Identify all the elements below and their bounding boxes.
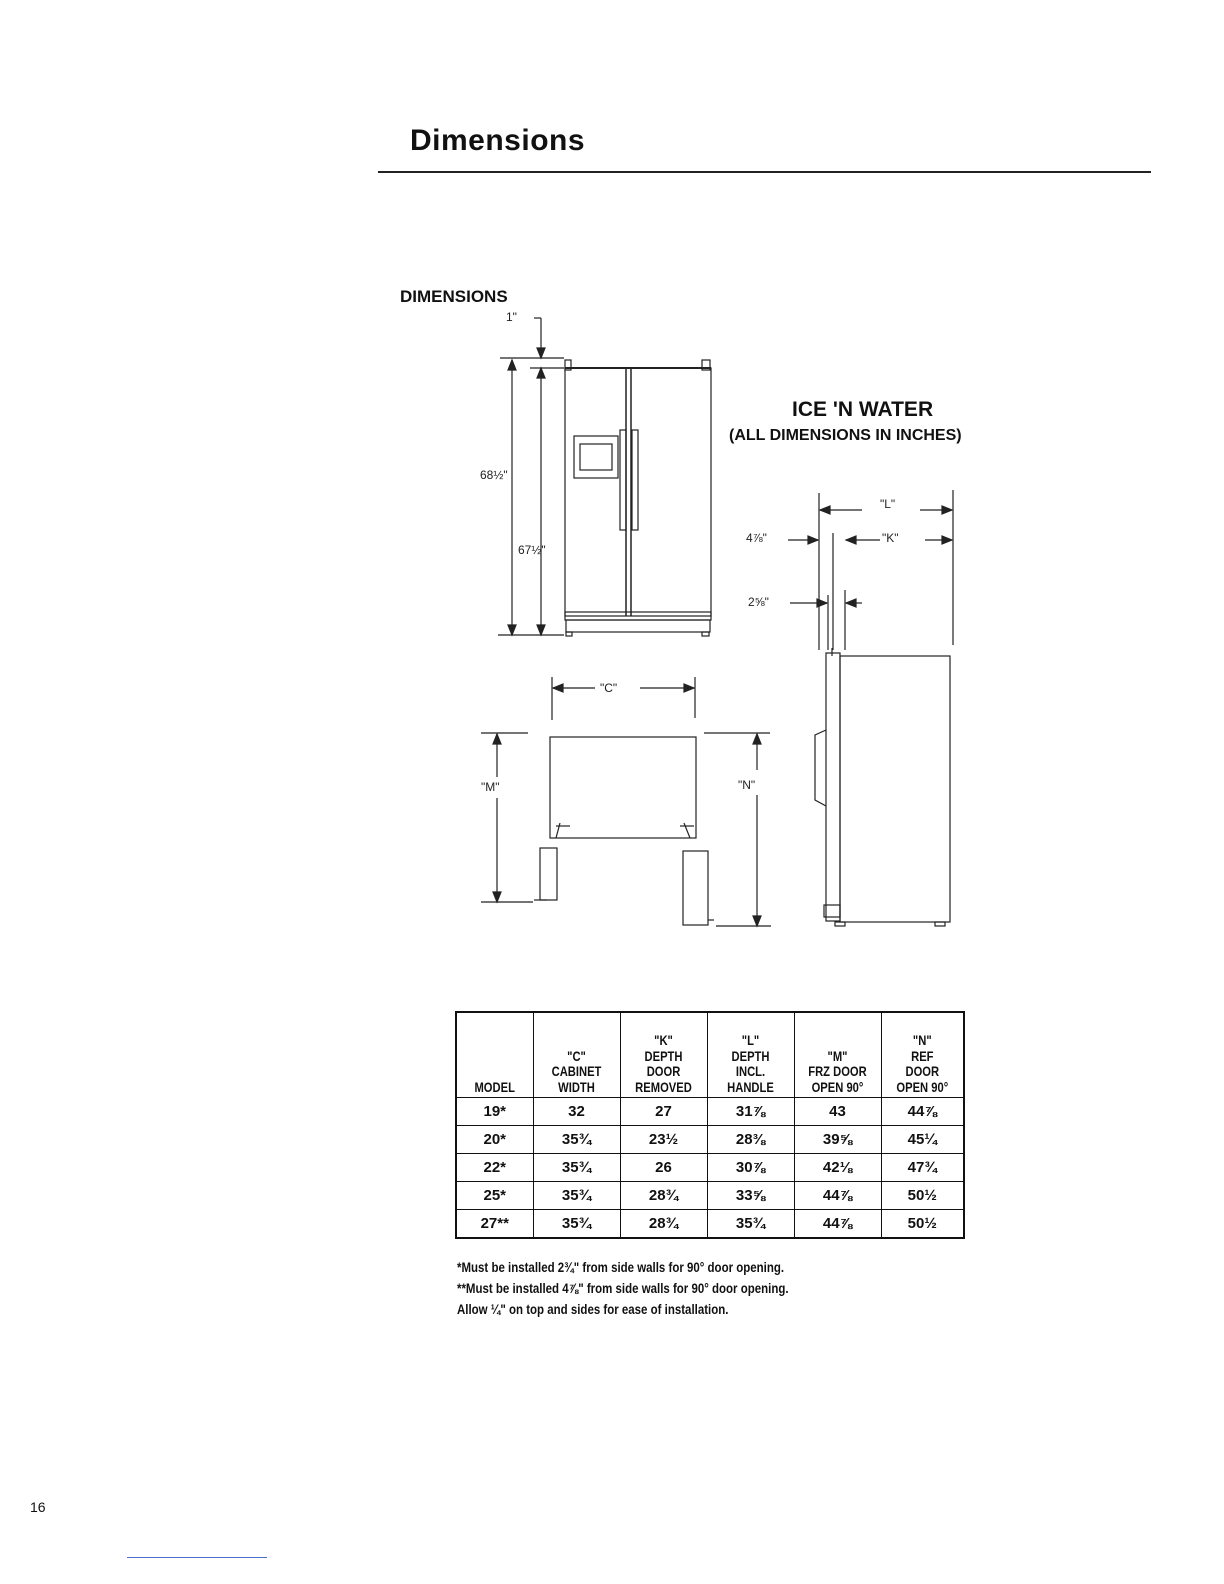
table-header-cell [803,1012,873,1098]
value-cell: 33⅝ [707,1182,794,1210]
label-c: "C" [600,681,618,695]
value-cell: 28⅜ [707,1126,794,1154]
label-n: "N" [738,778,756,792]
value-cell: 39⅝ [794,1126,881,1154]
footnote-3: Allow ¼" on top and sides for ease of installation. [457,1301,729,1317]
model-cell: 20* [456,1126,533,1154]
dimensions-table [455,1011,965,1239]
fridge-side-view [840,656,950,922]
header-line: CABINET [551,1063,602,1079]
table-row [456,1126,964,1154]
header-line: "M" [827,1047,848,1064]
value-cell: 35¾ [533,1182,620,1210]
header-line: REMOVED [635,1078,692,1095]
table-header-cell [629,1012,699,1098]
label-height-total: 68½" [480,468,508,482]
value-cell: 35¾ [707,1210,794,1239]
label-m: "M" [481,780,500,794]
header-line: DOOR [646,1063,681,1079]
table-header-cell [889,1012,955,1098]
value-cell: 32 [533,1098,620,1126]
value-cell: 44⅞ [794,1210,881,1239]
value-cell: 42⅛ [794,1154,881,1182]
value-cell: 26 [620,1154,707,1182]
footnote-2: **Must be installed 4⅞" from side walls for 90° door opening. [457,1280,789,1296]
header-line: OPEN 90° [811,1078,864,1095]
label-handle-depth: 4⅞" [746,531,767,545]
header-line: OPEN 90° [896,1078,949,1095]
model-cell: 25* [456,1182,533,1210]
value-cell: 35¾ [533,1210,620,1239]
value-cell: 30⅞ [707,1154,794,1182]
header-line: DEPTH [731,1047,770,1064]
value-cell: 23½ [620,1126,707,1154]
value-cell: 27 [620,1098,707,1126]
value-cell: 28¾ [620,1210,707,1239]
header-line: "C" [567,1047,586,1064]
model-title: ICE 'N WATER [792,398,934,421]
header-line: "K" [654,1032,673,1048]
value-cell: 35¾ [533,1126,620,1154]
header-line: DEPTH [644,1047,683,1064]
value-cell: 31⅞ [707,1098,794,1126]
label-top-gap: 1" [506,310,517,324]
table-row [456,1210,964,1239]
table-header-cell [716,1012,786,1098]
model-cell: 19* [456,1098,533,1126]
table-header-row [456,1012,964,1098]
model-cell: 27** [456,1210,533,1239]
table-header-cell [464,1012,526,1098]
value-cell: 50½ [881,1210,964,1239]
header-line: MODEL [474,1078,515,1095]
value-cell: 44⅞ [794,1182,881,1210]
value-cell: 44⅞ [881,1098,964,1126]
label-door-depth: 2⅝" [748,595,769,609]
model-cell: 22* [456,1154,533,1182]
footnote-1: *Must be installed 2¾" from side walls for 90° door opening. [457,1259,785,1275]
value-cell: 45¼ [881,1126,964,1154]
table-header-cell [542,1012,612,1098]
page-number: 16 [30,1499,46,1515]
header-line: WIDTH [558,1078,595,1095]
table-row [456,1098,964,1126]
table-row [456,1154,964,1182]
header-line: "L" [741,1032,760,1048]
value-cell: 50½ [881,1182,964,1210]
figure-heading: DIMENSIONS [400,287,508,306]
label-l: "L" [880,497,896,511]
label-height-cabinet: 67½" [518,543,546,557]
value-cell: 28¾ [620,1182,707,1210]
header-line: FRZ DOOR [808,1063,867,1079]
units-note: (ALL DIMENSIONS IN INCHES) [729,427,962,444]
header-line: HANDLE [727,1078,774,1095]
table-row [456,1182,964,1210]
value-cell: 35¾ [533,1154,620,1182]
bottom-rule [127,1557,267,1558]
header-line: REF DOOR [905,1047,940,1079]
header-line: INCL. [735,1063,766,1079]
label-k: "K" [882,531,899,545]
value-cell: 47¾ [881,1154,964,1182]
header-line: "N" [912,1032,932,1048]
fridge-top-view [550,737,696,838]
value-cell: 43 [794,1098,881,1126]
page-title: Dimensions [410,124,586,157]
